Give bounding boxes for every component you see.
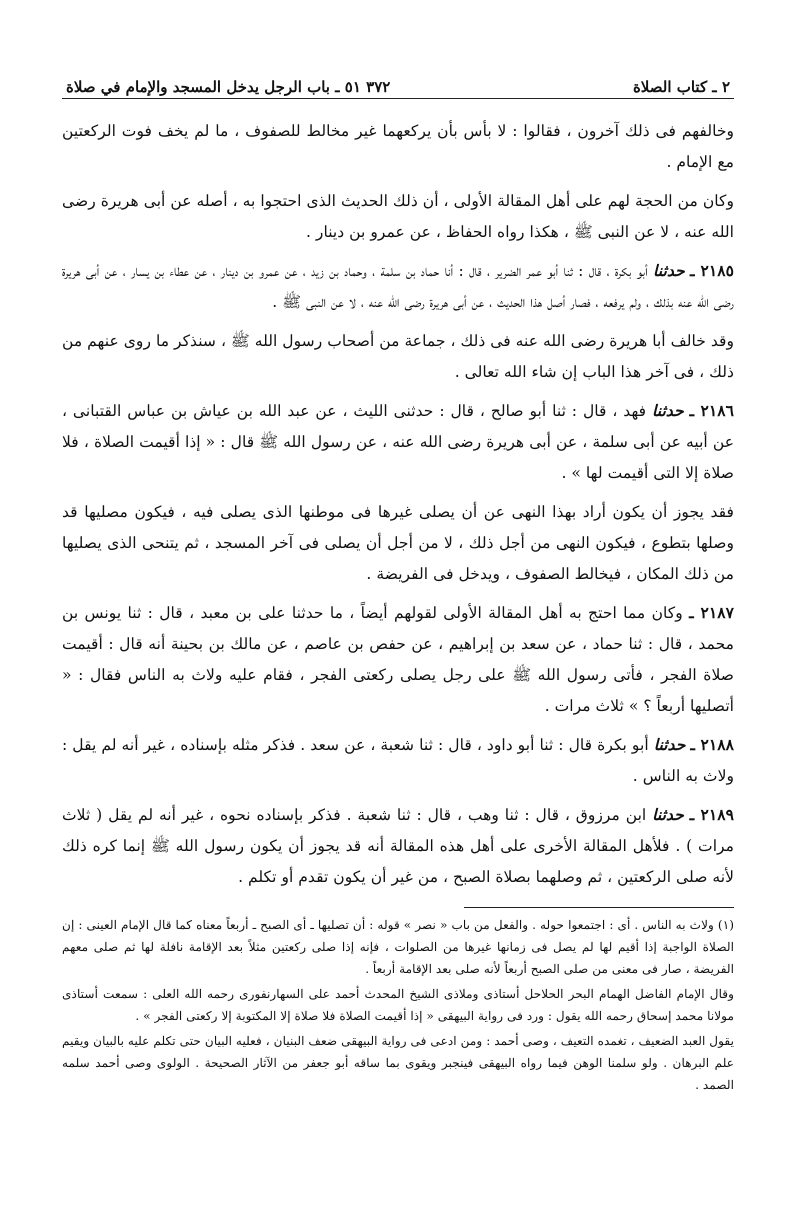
haddathana-word: حدثنا	[653, 261, 685, 280]
paragraph-text: وكان من الحجة لهم على أهل المقالة الأولى ، أن ذلك الحديث الذى احتجوا به ، أصله عن أبى هريرة رضى الله عنه ، لا عن النبى ﷺ ، هكذا رواه الحفاظ ، عن عمرو بن دينار .	[62, 192, 734, 241]
hadith-number: ٢١٨٨ ـ	[690, 735, 734, 754]
paragraph-text: أبو بكرة قال : ثنا أبو داود ، قال : ثنا شعبة ، عن سعد . فذكر مثله بإسناده ، غير أنه لم يقل : ولاث به الناس .	[62, 736, 734, 785]
paragraph-text: فقد يجوز أن يكون أراد بهذا النهى عن أن يصلى غيرها فى موطنها الذى يصلى فيه ، فيكون مصليها قد وصلها بتطوع ، فيكون النهى من أجل ذلك ، لا من أجل أن يصلى فى آخر المسجد ، ثم يتنحى الذى يصليها من ذلك المكان ، فيخالط الصفوف ، ويدخل فى الفريضة .	[62, 503, 734, 583]
paragraph	[62, 496, 734, 590]
hadith-number: ٢١٨٩ ـ	[689, 805, 734, 824]
paragraph-text: وخالفهم فى ذلك آخرون ، فقالوا : لا بأس بأن يركعهما غير مخالط للصفوف ، ما لم يخف فوت الركعتين مع الإمام .	[62, 122, 734, 171]
hadith-number: ٢١٨٧ ـ	[689, 603, 735, 622]
main-text	[62, 115, 734, 893]
chapter-title: ٣٧٢ ٥١ ـ باب الرجل يدخل المسجد والإمام في صلاة	[66, 78, 391, 96]
paragraph	[62, 185, 734, 248]
paragraph	[62, 115, 734, 178]
haddathana-word: حدثنا	[653, 735, 686, 754]
paragraph-text: فهد ، قال : ثنا أبو صالح ، قال : حدثنى الليث ، عن عبد الله بن عياش بن عباس القتبانى ، عن أبيه عن أبى سلمة ، عن أبى هريرة رضى الله عنه ، عن رسول الله ﷺ قال : « إذا أقيمت الصلاة ، فلا صلاة إلا التى أقيمت لها » .	[62, 402, 734, 482]
paragraph-text: وقد خالف أبا هريرة رضى الله عنه فى ذلك ، جماعة من أصحاب رسول الله ﷺ ، سنذكر ما روى عنهم من ذلك ، فى آخر هذا الباب إن شاء الله تعالى .	[62, 332, 734, 381]
footnote: (١) ولاث به الناس . أى : اجتمعوا حوله . والفعل من باب « نصر » قوله : أن تصليها ـ أى الصبح ـ أربعاً معناه كما قال الإمام العينى : إن الصلاة الواجبة إذا أقيم لها لم يصل فى زمانها غيرها من الصلوات ، فإنه إذا صلى ركعتين مثلاً بعد الإقامة نافلة لها ثم صلى معهم الفريضة ، صار فى معنى من صلى الصبح أربعاً لأنه صلى بعد الإقامة أربعاً .	[62, 918, 734, 976]
footnote: وقال الإمام الفاضل الهمام البحر الحلاحل أستاذى وملاذى الشيخ المحدث أحمد على السهارنفورى رحمه الله العلى : سمعت أستاذى مولانا محمد إسحاق رحمه الله يقول : ورد فى رواية البيهقى « إذا أقيمت الصلاة فلا صلاة إلا المكتوبة إلا ركعتى الفجر » .	[62, 987, 734, 1023]
haddathana-word: حدثنا	[652, 805, 684, 824]
hadith-number: ٢١٨٦ ـ	[689, 401, 734, 420]
document-page	[62, 60, 734, 1160]
paragraph	[62, 597, 734, 722]
haddathana-word: حدثنا	[652, 401, 684, 420]
paragraph-text: أبو بكرة ، قال : ثنا أبو عمر الضرير ، قال : أنا حماد بن سلمة ، وحماد بن زيد ، عن عمرو بن دينار ، عن عطاء بن يسار ، عن أبى هريرة رضى الله عنه بذلك ، ولم يرفعه ، فصار أصل هذا الحديث ، عن أبى هريرة رضى الله عنه ، لا عن النبى ﷺ .	[62, 262, 734, 311]
paragraph-text: وكان مما احتج به أهل المقالة الأولى لقولهم أيضاً ، ما حدثنا على بن معبد ، قال : ثنا يونس بن محمد ، قال : ثنا حماد ، عن سعد بن إبراهيم ، عن حفص بن عاصم ، عن مالك بن بحينة أنه قال : أقيمت صلاة الفجر ، فأتى رسول الله ﷺ على رجل يصلى ركعتى الفجر ، فقام عليه ولاث به الناس فقال : « أتصليها أربعاً ؟ » ثلاث مرات .	[62, 604, 734, 715]
paragraph-text: ابن مرزوق ، قال : ثنا وهب ، قال : ثنا شعبة . فذكر بإسناده نحوه ، غير أنه لم يقل ( ثلاث مرات ) . فلأهل المقالة الأخرى على أهل هذه المقالة أنه قد يجوز أن يكون رسول الله ﷺ إنما كره ذلك لأنه صلى الركعتين ، ثم وصلهما بصلاة الصبح ، من غير أن يكون تقدم أو تكلم .	[62, 806, 734, 886]
hadith-number: ٢١٨٥ ـ	[690, 261, 734, 280]
book-title: ٢ ـ كتاب الصلاة	[632, 78, 730, 96]
paragraph	[62, 255, 734, 318]
paragraph	[62, 325, 734, 388]
paragraph	[62, 395, 734, 489]
running-header	[62, 60, 734, 96]
paragraph	[62, 799, 734, 893]
header-rule	[62, 98, 734, 99]
footnote: يقول العبد الضعيف ، تغمده التعيف ، وصى أحمد : ومن ادعى فى رواية البيهقى ضعف البنيان ، فعليه البيان حتى تكلم عليه بالبيان ويقيم علم البرهان . ولو سلمنا الوهن فيما رواه البيهقى فينجبر ويقوى بما ساقه أبو جعفر من الآثار الصحيحة . الولوى وصى أحمد سلمه الصمد .	[62, 1034, 734, 1092]
paragraph	[62, 729, 734, 792]
footnote-rule	[464, 907, 734, 908]
footnotes	[62, 914, 734, 1096]
